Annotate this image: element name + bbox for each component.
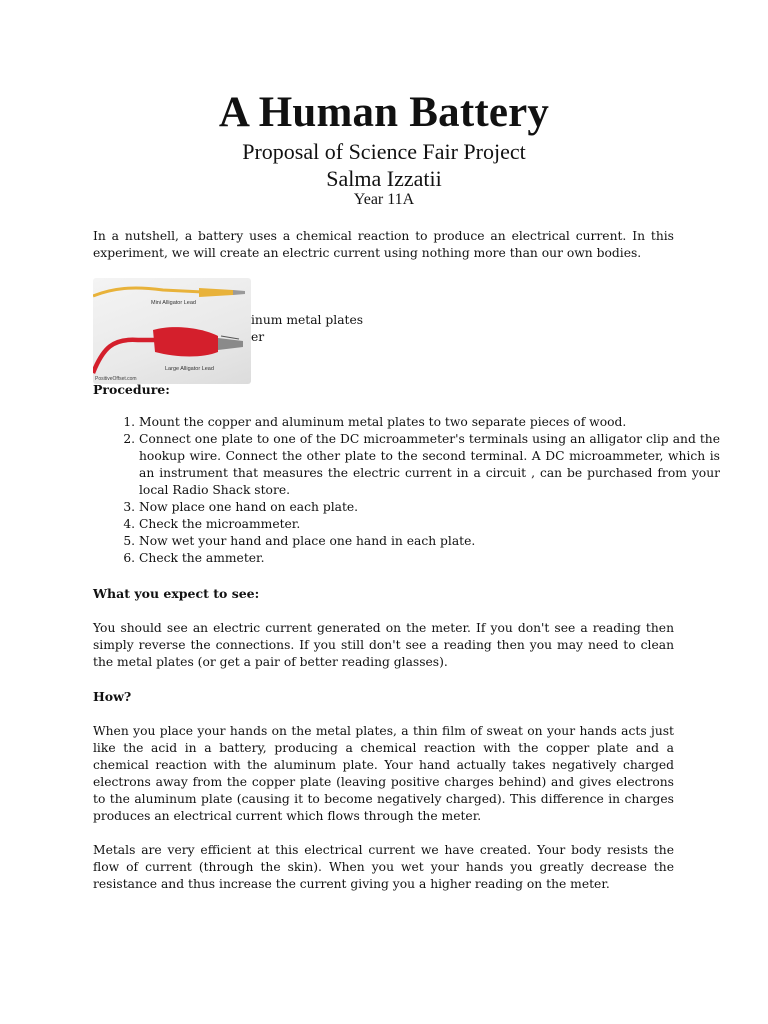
intro-paragraph: In a nutshell, a battery uses a chemical reaction to produce an electrical current. In this experiment, we will create an electric current using nothing more than our own bodies. bbox=[93, 229, 674, 260]
list-item: 4. Check the microammeter. bbox=[139, 516, 720, 533]
expect-heading: What you expect to see: bbox=[93, 586, 260, 601]
procedure-steps bbox=[93, 414, 720, 567]
metals-paragraph: Metals are very efficient at this electrical current we have created. Your body resists the flow of current (through the skin). When you wet your hands you greatly decrease the resistance and thus increase the current giving you a higher reading on the meter. bbox=[93, 843, 674, 891]
procedure-heading: Procedure: bbox=[93, 382, 170, 397]
materials-line-1: inum metal plates bbox=[251, 313, 364, 327]
list-item: 1. Mount the copper and aluminum metal plates to two separate pieces of wood. bbox=[139, 414, 720, 431]
list-item: 5. Now wet your hand and place one hand in each plate. bbox=[139, 533, 720, 550]
how-heading: How? bbox=[93, 689, 132, 704]
list-item: 6. Check the ammeter. bbox=[139, 550, 720, 567]
photo-caption-mini: Mini Alligator Lead bbox=[151, 300, 196, 306]
class-year: Year 11A bbox=[353, 191, 415, 208]
list-item: 3. Now place one hand on each plate. bbox=[139, 499, 720, 516]
document-title: A Human Battery bbox=[218, 89, 550, 136]
author-name: Salma Izzatii bbox=[326, 166, 442, 191]
how-paragraph: When you place your hands on the metal plates, a thin film of sweat on your hands acts just like the acid in a battery, producing a chemical reaction with the copper plate and a chemical reaction with the aluminum plate. Your hand actually takes negatively charged electrons away from the copper plate (leaving positive charges behind) and gives electrons to the aluminum plate (causing it to become negatively charged). This difference in charges produces an electrical current which flows through the meter. bbox=[93, 724, 674, 823]
expect-paragraph: You should see an electric current generated on the meter. If you don't see a reading then simply reverse the connections. If you still don't see a reading then you may need to clean the metal plates (or get a pair of better reading glasses). bbox=[93, 621, 674, 669]
document-subtitle: Proposal of Science Fair Project bbox=[242, 139, 526, 164]
alligator-leads-photo bbox=[93, 278, 251, 384]
list-item: 2. Connect one plate to one of the DC microammeter's terminals using an alligator clip and the hookup wire. Connect the other plate to the second terminal. A DC microammeter, which is an instrument that measures the electric current in a circuit , can be purchased from your local Radio Shack store. bbox=[139, 431, 720, 499]
photo-caption-large: Large Alligator Lead bbox=[165, 366, 214, 372]
photo-watermark: PositiveOffset.com bbox=[95, 376, 137, 382]
materials-line-2: er bbox=[251, 330, 265, 344]
